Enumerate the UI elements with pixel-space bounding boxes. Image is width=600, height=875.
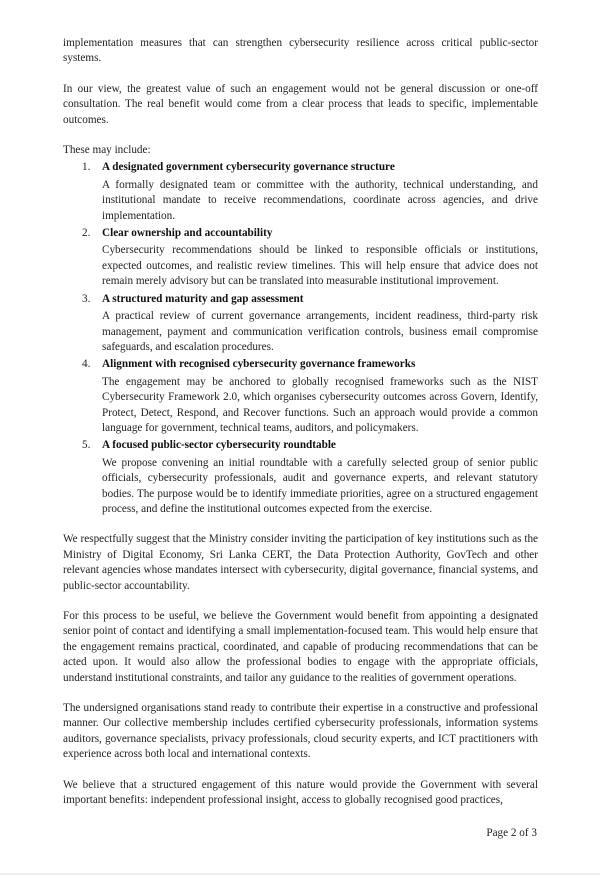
list-item-body: Cybersecurity recommendations should be linked to responsible officials or institutions, expected outcomes, and realistic review timelines. This will help ensure that advice does not remain merely advisory but can be translated into measurable institutional improvement. (102, 244, 538, 288)
paragraph-engagement-value: In our view, the greatest value of such an engagement would not be general discussion or one-off consultation. The real benefit would come from a clear process that leads to specific, implementable outcomes. (63, 82, 538, 126)
list-number: 5. (82, 439, 91, 452)
list-item-body: The engagement may be anchored to globally recognised frameworks such as the NIST Cybersecurity Framework 2.0, which organises cybersecurity outcomes across Govern, Identify, Protect, Detect, Respond, and Recover functions. Such an approach would provide a common language for government, technical teams, auditors, and policymakers. (102, 375, 538, 434)
paragraph-point-of-contact: For this process to be useful, we believe the Government would benefit from appointing a designated senior point of contact and identifying a small implementation-focused team. This would help ensure that the engagement remains practical, coordinated, and capable of producing recommendations that can be acted upon. It would also allow the professional bodies to engage with the appropriate officials, understand institutional constraints, and tailor any guidance to the realities of government operations. (63, 610, 538, 684)
list-number: 4. (82, 358, 91, 371)
list-item-body: A formally designated team or committee with the authority, technical understanding, and institutional mandate to receive recommendations, coordinate across agencies, and drive implementation. (102, 178, 538, 222)
recommendations-list (63, 160, 538, 517)
list-item (63, 357, 538, 436)
list-item-body: A practical review of current governance arrangements, incident readiness, third-party risk management, payment and communication verification controls, business email compromise safeguards, and escalation procedures. (102, 310, 538, 353)
document-body (63, 36, 538, 823)
list-number: 1. (82, 161, 91, 174)
list-item-body: We propose convening an initial roundtable with a carefully selected group of senior public officials, cybersecurity professionals, audit and governance experts, and relevant statutory bodies. The purpose would be to identify immediate priorities, agree on a structured engagement process, and define the institutional outcomes expected from the exercise. (102, 456, 538, 515)
paragraph-benefits: We believe that a structured engagement of this nature would provide the Government with several important benefits: independent professional insight, access to globally recognised good practices, (63, 778, 538, 807)
paragraph-institutions: We respectfully suggest that the Ministry consider inviting the participation of key institutions such as the Ministry of Digital Economy, Sri Lanka CERT, the Data Protection Authority, GovTech and other relevant agencies whose mandates intersect with cybersecurity, digital governance, financial systems, and public-sector accountability. (63, 533, 538, 592)
list-item (63, 226, 538, 290)
list-number: 3. (82, 292, 91, 305)
paragraph-undersigned: The undersigned organisations stand ready to contribute their expertise in a constructive and professional manner. Our collective membership includes certified cybersecurity professionals, information systems auditors, governance specialists, privacy professionals, cloud security experts, and ICT practitioners with experience across both local and international contexts. (63, 702, 538, 761)
list-item-title: A focused public-sector cybersecurity roundtable (102, 439, 336, 452)
list-item (63, 438, 538, 517)
list-item (63, 160, 538, 224)
list-item (63, 292, 538, 356)
list-item-title: A designated government cybersecurity governance structure (102, 161, 395, 174)
page-number: Page 2 of 3 (486, 827, 537, 839)
list-item-title: Alignment with recognised cybersecurity governance frameworks (102, 358, 416, 371)
list-number: 2. (82, 227, 91, 240)
paragraph-continuation: implementation measures that can strengthen cybersecurity resilience across critical public-sector systems. (63, 37, 538, 65)
list-intro: These may include: (63, 144, 151, 157)
list-item-title: Clear ownership and accountability (102, 227, 273, 240)
list-item-title: A structured maturity and gap assessment (102, 292, 304, 305)
